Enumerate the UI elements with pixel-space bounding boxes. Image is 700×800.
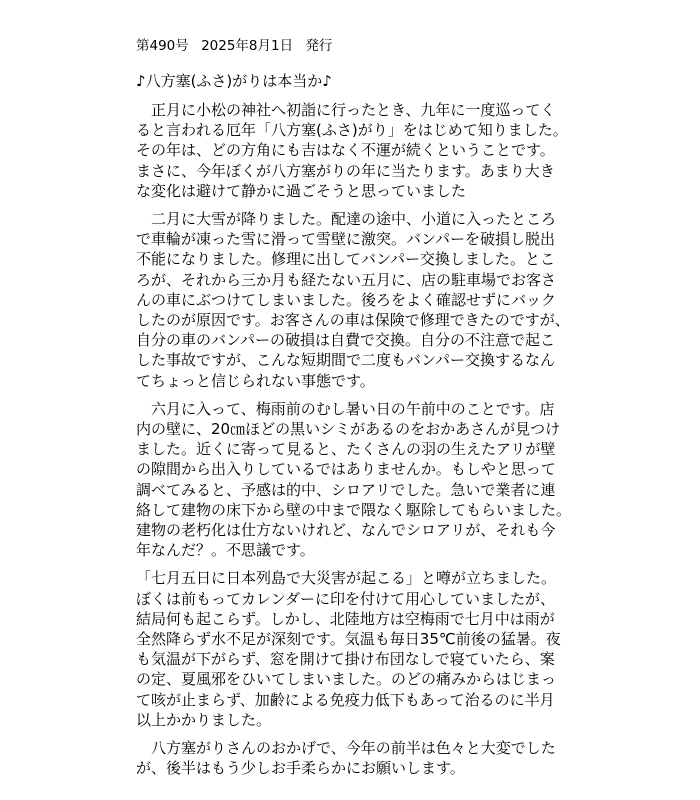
newsletter-page: [136, 36, 596, 787]
paragraph-line: な変化は避けて静かに過ごそうと思っていました: [136, 181, 467, 200]
issued-label: 発行: [305, 38, 333, 54]
paragraph-line: 「七月五日に日本列島で大災害が起こる」と噂が立ちました。: [136, 569, 557, 588]
paragraph-line: てちょっと信じられない事態です。: [136, 371, 375, 390]
paragraph-line: ました。近くに寄って見ると、たくさんの羽の生えたアリが壁: [136, 440, 556, 459]
article-paragraph: [136, 399, 596, 561]
issue-line: [136, 36, 596, 56]
paragraph-line: 八方塞がりさんのおかげで、今年の前半は色々と大変でした: [136, 739, 556, 758]
paragraph-line: まさに、今年ぼくが八方塞がりの年に当たります。あまり大き: [136, 161, 555, 180]
paragraph-line: 以上かかりました。: [136, 710, 272, 729]
paragraph-line: 絡して建物の床下から壁の中まで隈なく駆除してもらいました。: [136, 500, 572, 519]
paragraph-line: 六月に入って、梅雨前のむし暑い日の午前中のことです。店: [136, 399, 555, 418]
issue-number: 第490号: [136, 38, 189, 54]
issue-date: 2025年8月1日: [201, 38, 294, 54]
paragraph-line: 結局何も起こらず。しかし、北陸地方は空梅雨で七月中は雨が: [136, 609, 555, 628]
article-title: ♪八方塞(ふさ)がりは本当か♪: [136, 72, 332, 90]
paragraph-line: 建物の老朽化は仕方ないけれど、なんでシロアリが、それも今: [136, 521, 556, 540]
paragraph-line: が、後半はもう少しお手柔らかにお願いします。: [136, 759, 465, 778]
paragraph-line: 内の壁に、20㎝ほどの黒いシミがあるのをおかあさんが見つけ: [136, 420, 561, 439]
paragraph-line: ると言われる厄年「八方塞(ふさ)がり」をはじめて知りました。: [136, 121, 568, 140]
article-body: [136, 100, 596, 779]
paragraph-line: 正月に小松の神社へ初詣に行ったとき、九年に一度巡ってく: [136, 101, 556, 119]
paragraph-line: 自分の車のバンパーの破損は自費で交換。自分の不注意で起こ: [136, 331, 555, 350]
paragraph-line: したのが原因です。お客さんの車は保険で修理できたのですが、: [136, 311, 570, 330]
paragraph-line: 調べてみると、予感は的中、シロアリでした。急いで業者に連: [136, 480, 556, 499]
paragraph-line: の定、夏風邪をひいてしまいました。のどの痛みからはじまっ: [136, 670, 557, 689]
paragraph-line: 不能になりました。修理に出してバンパー交換しました。とこ: [136, 250, 555, 269]
paragraph-line: も気温が下がらず、窓を開けて掛け布団なしで寝ていたら、案: [136, 650, 555, 669]
paragraph-line: んの車にぶつけてしまいました。後ろをよく確認せずにバック: [136, 290, 557, 309]
paragraph-line: ぼくは前もってカレンダーに印を付けて用心していましたが、: [136, 589, 556, 608]
paragraph-line: 年なんだ？。不思議です。: [136, 541, 315, 560]
article-paragraph: [136, 568, 596, 730]
article-paragraph: [136, 100, 596, 201]
paragraph-line: て咳が止まらず、加齢による免疫力低下もあって治るのに半月: [136, 690, 555, 709]
article-paragraph: [136, 209, 596, 391]
paragraph-line: 二月に大雪が降りました。配達の途中、小道に入ったところ: [136, 210, 557, 229]
paragraph-line: で車輪が凍った雪に滑って雪壁に激突。バンパーを破損し脱出: [136, 230, 555, 249]
paragraph-line: ろが、それから三か月も経たない五月に、店の駐車場でお客さ: [136, 270, 557, 289]
paragraph-line: 全然降らず水不足が深刻です。気温も毎日35℃前後の猛暑。夜: [136, 630, 561, 649]
paragraph-line: その年は、どの方角にも吉はなく不運が続くということです。: [136, 141, 555, 160]
paragraph-line: の隙間から出入りしているではありませんか。もしやと思って: [136, 460, 556, 479]
paragraph-line: した事故ですが、こんな短期間で二度もバンパー交換するなん: [136, 351, 555, 370]
article-paragraph: [136, 738, 596, 778]
